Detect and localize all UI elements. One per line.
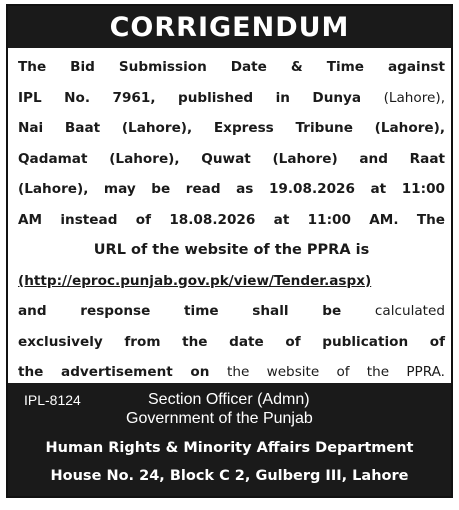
notice-footer (8, 383, 451, 496)
body-line-1: The Bid Submission Date & Time against (18, 59, 445, 75)
newspaper-notice (6, 4, 453, 498)
body-line-2 (18, 83, 445, 114)
reference-number: IPL-8124 (24, 392, 81, 408)
body-line-2b: (Lahore), (383, 89, 446, 106)
body-line-9b: calculated (374, 303, 446, 319)
signatory-title: Section Officer (Admn) (148, 391, 310, 408)
body-line-10: exclusively from the date of publication of (18, 333, 445, 350)
notice-body (8, 48, 451, 388)
department-address: House No. 24, Block C 2, Gulberg III, Lahore (50, 468, 409, 484)
body-line-3: Nai Baat (Lahore), Express Tribune (Lahore), (18, 120, 445, 136)
body-line-7: URL of the website of the PPRA is (93, 242, 370, 258)
department-name: Human Rights & Minority Affairs Department (45, 440, 414, 456)
body-line-9a: and response time shall be (18, 303, 342, 319)
government-name: Government of the Punjab (126, 410, 313, 427)
body-line-11a: the advertisement on (18, 364, 210, 380)
notice-title: CORRIGENDUM (8, 6, 451, 48)
body-line-9 (18, 296, 445, 327)
body-line-5: (Lahore), may be read as 19.08.2026 at 11:00 (18, 181, 445, 197)
tender-url-text: (http://eproc.punjab.gov.pk/view/Tender.aspx) (18, 272, 372, 289)
body-line-2a: IPL No. 7961, published in Dunya (18, 89, 362, 106)
body-line-6: AM instead of 18.08.2026 at 11:00 AM. The (18, 211, 445, 228)
body-line-11b: the website of the PPRA. (227, 364, 445, 380)
body-line-4: Qadamat (Lahore), Quwat (Lahore) and Raat (18, 150, 445, 167)
